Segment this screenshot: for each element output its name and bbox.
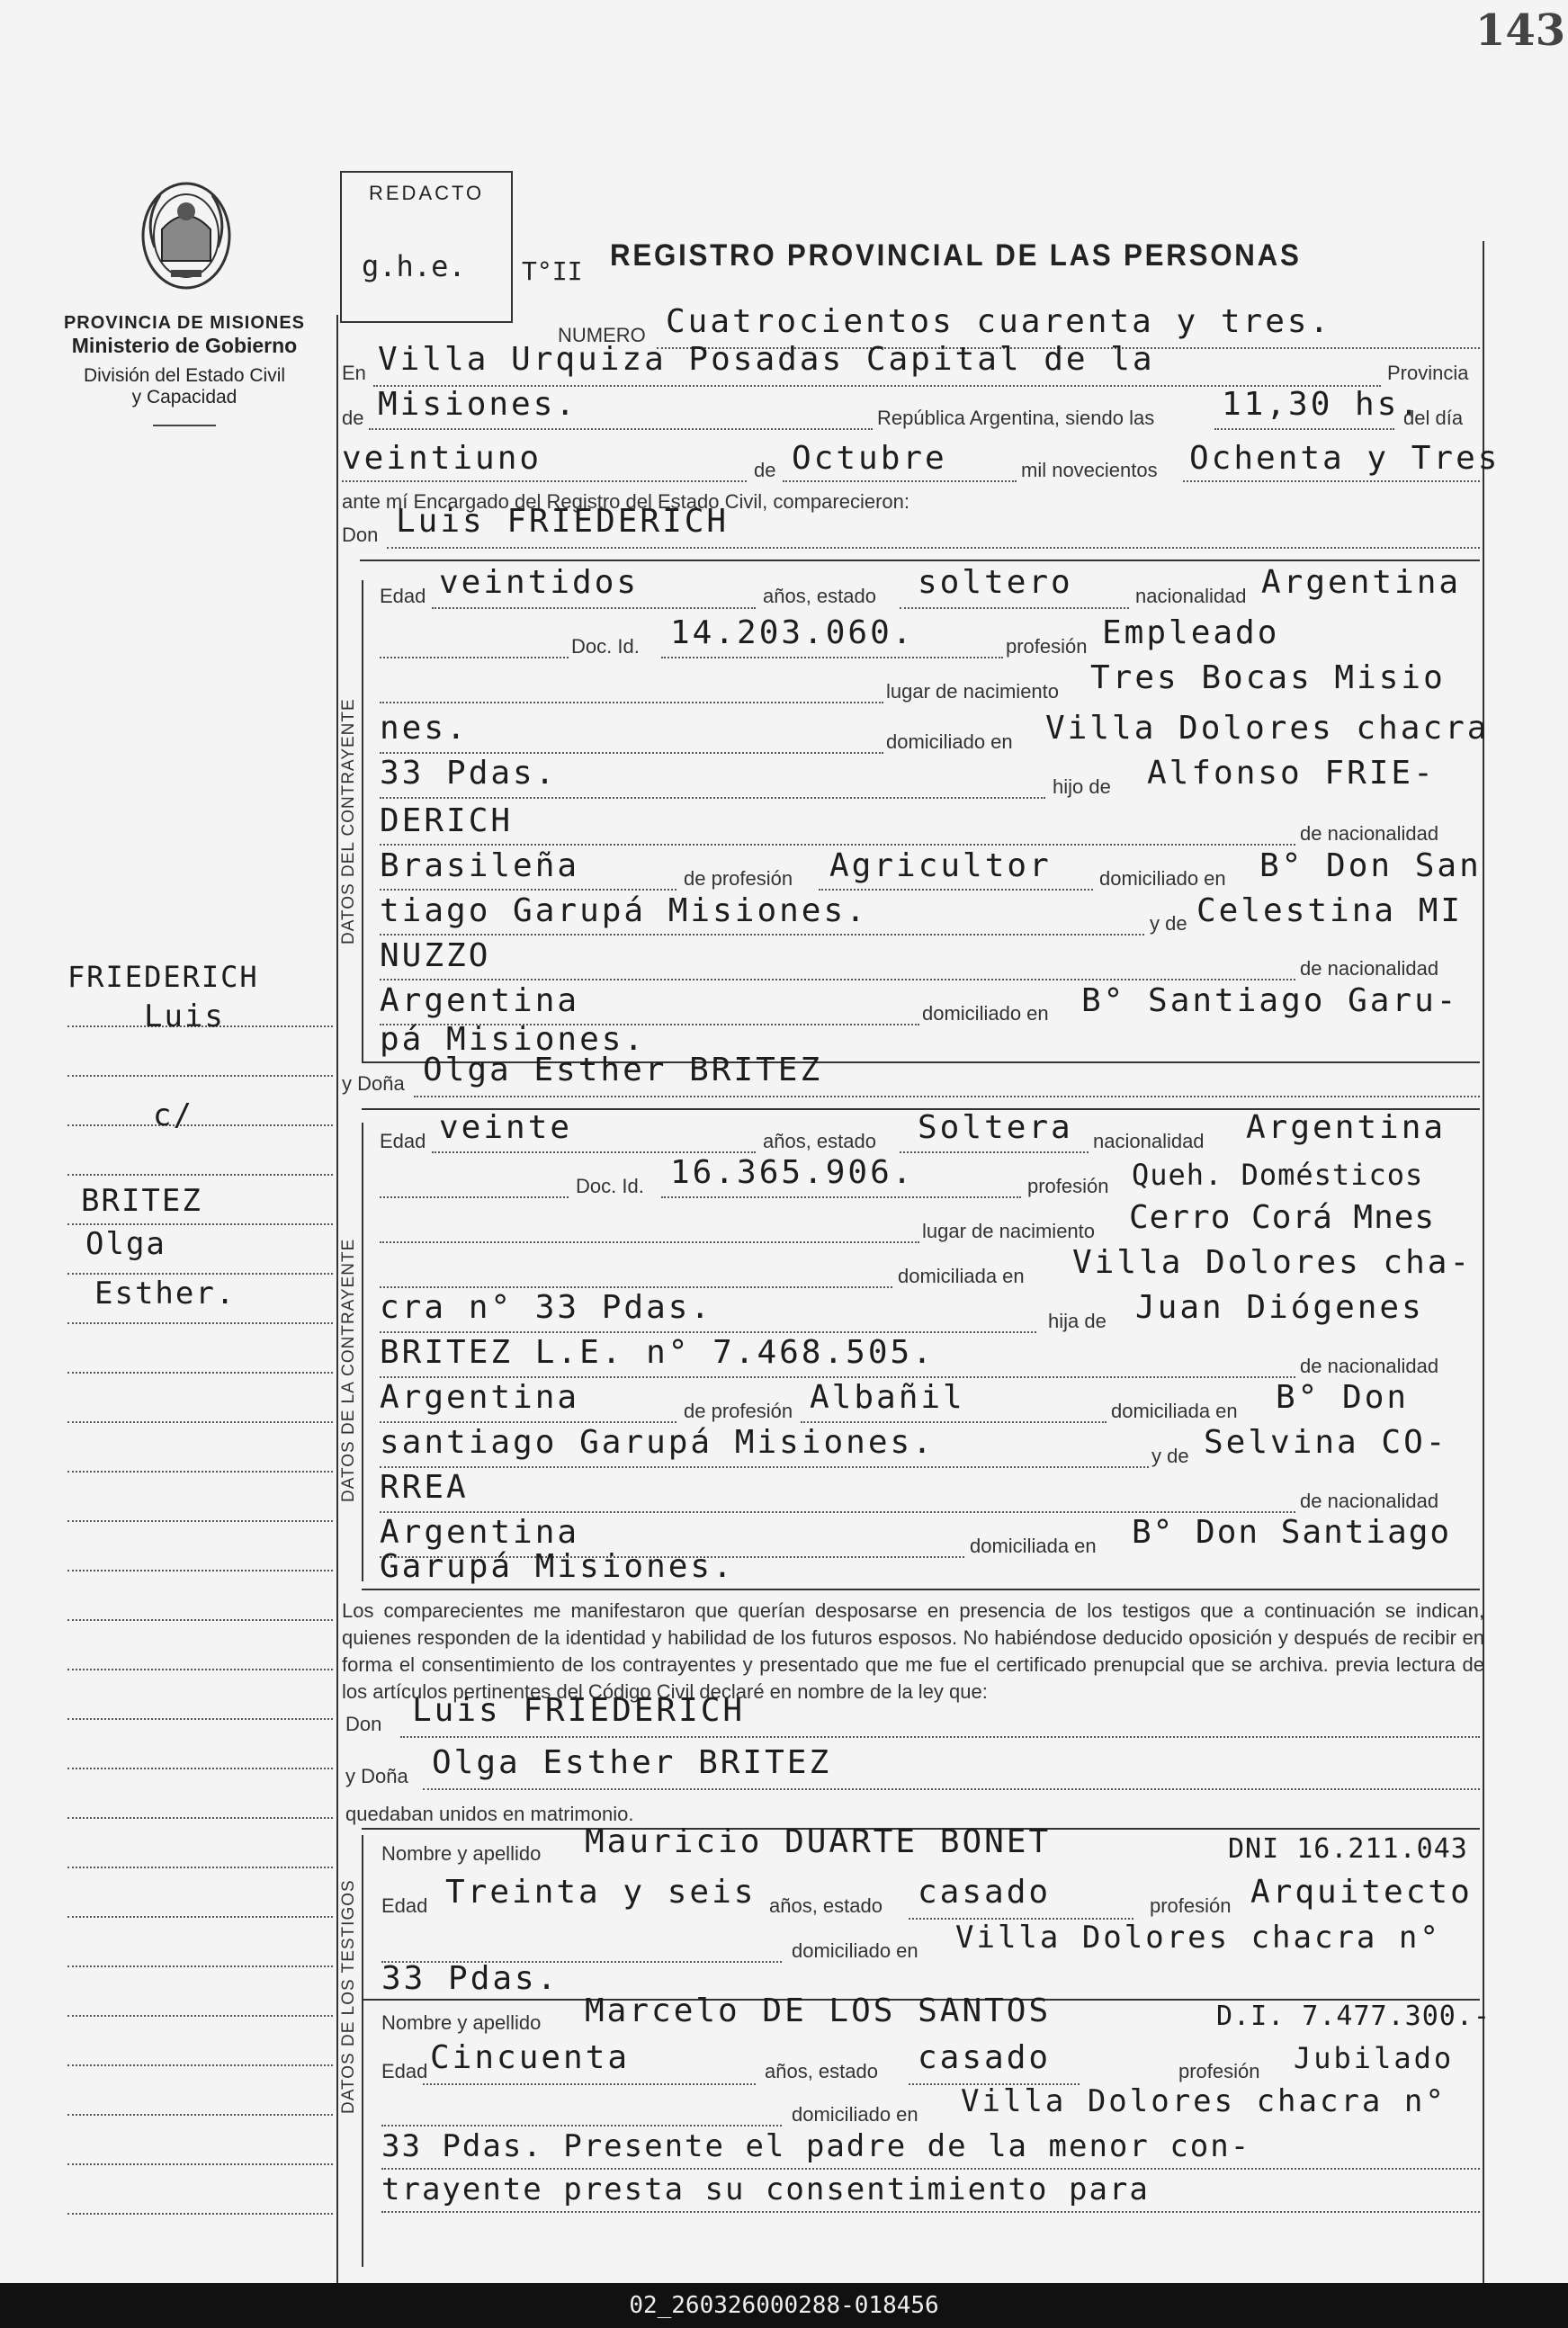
t1-estado-value: casado bbox=[918, 1874, 1052, 1911]
f-estado-value: Soltera bbox=[918, 1109, 1073, 1146]
f-dom-value-2: cra n° 33 Pdas. bbox=[380, 1289, 713, 1326]
f-denac2-label: de nacionalidad bbox=[1300, 1490, 1439, 1512]
c-edad-label: Edad bbox=[380, 585, 426, 607]
c-padre-nac: Brasileña bbox=[380, 847, 580, 884]
f-prof-label: profesión bbox=[1027, 1175, 1109, 1197]
issuer-capacity: y Capacidad bbox=[131, 387, 237, 407]
t2-dom-value-3: trayente presta su consentimiento para bbox=[381, 2171, 1150, 2207]
dona-value: Olga Esther BRITEZ bbox=[423, 1052, 823, 1088]
provincia-value: Misiones. bbox=[378, 386, 578, 423]
f-madre-nac: Argentina bbox=[380, 1514, 580, 1551]
f-dom-value-1: Villa Dolores cha- bbox=[1072, 1244, 1473, 1281]
margin-note-surname-2: BRITEZ bbox=[81, 1183, 202, 1219]
ante-label: ante mí Encargado del Registro del Estado Civil, comparecieron: bbox=[342, 490, 909, 513]
numero-label: NUMERO bbox=[558, 324, 646, 346]
t1-prof-label: profesión bbox=[1150, 1894, 1232, 1917]
c-denac-label: de nacionalidad bbox=[1300, 822, 1439, 845]
c-padre-dom-2: tiago Garupá Misiones. bbox=[380, 892, 868, 929]
f-padre-1: Juan Diógenes bbox=[1135, 1289, 1424, 1326]
t1-dom-value-2: 33 Pdas. bbox=[381, 1960, 560, 1997]
c-lugar-label: lugar de nacimiento bbox=[886, 680, 1060, 703]
union-dona-value: Olga Esther BRITEZ bbox=[432, 1744, 832, 1781]
c-dom-value-1: Villa Dolores chacra bbox=[1045, 710, 1490, 747]
c-domen-label: domiciliado en bbox=[1099, 867, 1226, 890]
c-deprof-label: de profesión bbox=[684, 867, 793, 890]
f-domen2-label: domiciliada en bbox=[970, 1535, 1097, 1557]
margin-note-name-3: Esther. bbox=[94, 1276, 237, 1312]
f-dom-label: domiciliada en bbox=[898, 1265, 1025, 1287]
c-prof-label: profesión bbox=[1006, 635, 1088, 658]
de2-label: de bbox=[754, 459, 776, 481]
union-don-value: Luis FRIEDERICH bbox=[412, 1692, 746, 1729]
declaration-text: Los comparecientes me manifestaron que querían desposarse en presencia de los testigos que a continuación se indican, quienes responden de la identidad y habilidad de los futuros esposos. No habiéndose deducido oposición y después de recibir en forma el consentimiento de los contrayentes y presentado que me fue el certificado prenupcial que se archiva. previa lectura de los artículos pertinentes del Código Civil declaré en nombre de la ley que: bbox=[342, 1599, 1484, 1703]
c-prof-value: Empleado bbox=[1102, 614, 1280, 651]
c-lugar-value-1: Tres Bocas Misio bbox=[1090, 659, 1446, 696]
c-madre-nac: Argentina bbox=[380, 982, 580, 1019]
f-edad-value: veinte bbox=[439, 1109, 573, 1146]
c-padre-1: Alfonso FRIE- bbox=[1147, 755, 1436, 792]
f-edad-label: Edad bbox=[380, 1130, 426, 1152]
t2-prof-value: Jubilado bbox=[1294, 2041, 1455, 2075]
margin-note-con: c/ bbox=[153, 1097, 193, 1133]
don-value: Luis FRIEDERICH bbox=[396, 503, 730, 540]
f-denac-label: de nacionalidad bbox=[1300, 1355, 1439, 1377]
f-lugar-label: lugar de nacimiento bbox=[922, 1220, 1096, 1242]
c-madre-1: Celestina MI bbox=[1196, 892, 1464, 929]
c-doc-value: 14.203.060. bbox=[670, 614, 915, 651]
contrayenta-side-label: DATOS DE LA CONTRAYENTE bbox=[339, 1238, 358, 1502]
redacto-value: g.h.e. bbox=[362, 249, 466, 283]
dia-value: veintiuno bbox=[342, 440, 542, 477]
f-padre-prof: Albañil bbox=[810, 1379, 965, 1416]
t2-dom-label: domiciliado en bbox=[792, 2103, 918, 2126]
union-dona-label: y Doña bbox=[345, 1765, 408, 1787]
f-padre-dom-2: santiago Garupá Misiones. bbox=[380, 1424, 935, 1461]
contrayente-side-label: DATOS DEL CONTRAYENTE bbox=[339, 698, 358, 945]
c-madre-dom-2: pá Misiones. bbox=[380, 1021, 647, 1058]
f-madre-dom-1: B° Don Santiago bbox=[1132, 1514, 1452, 1551]
margin-note-name-1: Luis bbox=[144, 998, 225, 1034]
t2-prof-label: profesión bbox=[1178, 2060, 1260, 2082]
f-padre-2: BRITEZ L.E. n° 7.468.505. bbox=[380, 1334, 935, 1371]
testigos-side-label: DATOS DE LOS TESTIGOS bbox=[339, 1879, 358, 2114]
f-padre-nac: Argentina bbox=[380, 1379, 580, 1416]
f-madre-2: RREA bbox=[380, 1469, 469, 1506]
f-madre-dom-2: Garupá Misiones. bbox=[380, 1548, 735, 1585]
f-domen-label: domiciliada en bbox=[1111, 1400, 1238, 1422]
t1-doc-value: DNI 16.211.043 bbox=[1228, 1833, 1468, 1865]
f-lugar-value: Cerro Corá Mnes bbox=[1129, 1199, 1436, 1236]
t2-edad-label: Edad bbox=[381, 2060, 428, 2082]
t2-edad-value: Cincuenta bbox=[430, 2039, 631, 2076]
c-dom-value-2: 33 Pdas. bbox=[380, 755, 558, 792]
c-denac2-label: de nacionalidad bbox=[1300, 957, 1439, 980]
f-prof-value: Queh. Domésticos bbox=[1132, 1158, 1424, 1192]
c-hijo-label: hijo de bbox=[1053, 775, 1111, 798]
f-deprof-label: de profesión bbox=[684, 1400, 793, 1422]
c-madre-dom-1: B° Santiago Garu- bbox=[1081, 982, 1459, 1019]
t2-estado-value: casado bbox=[918, 2039, 1052, 2076]
de-label: de bbox=[342, 407, 364, 429]
issuer-division: División del Estado Civil bbox=[83, 365, 286, 386]
redacto-box bbox=[340, 171, 513, 323]
c-padre-2: DERICH bbox=[380, 802, 514, 839]
margin-note-surname-1: FRIEDERICH bbox=[67, 960, 259, 994]
f-madre-1: Selvina CO- bbox=[1204, 1424, 1448, 1461]
c-padre-dom-1: B° Don San bbox=[1259, 847, 1482, 884]
t2-doc-value: D.I. 7.477.300.- bbox=[1216, 2001, 1491, 2032]
c-nac-label: nacionalidad bbox=[1135, 585, 1247, 607]
c-estado-value: soltero bbox=[918, 564, 1073, 601]
t2-name-label: Nombre y apellido bbox=[381, 2011, 542, 2034]
c-dom-label: domiciliado en bbox=[886, 730, 1013, 753]
f-anos-label: años, estado bbox=[763, 1130, 876, 1152]
issuer-block bbox=[36, 313, 333, 426]
numero-value: Cuatrocientos cuarenta y tres. bbox=[666, 303, 1332, 340]
f-doc-label: Doc. Id. bbox=[576, 1175, 644, 1197]
f-nac-label: nacionalidad bbox=[1093, 1130, 1205, 1152]
page-title: REGISTRO PROVINCIAL DE LAS PERSONAS bbox=[610, 238, 1302, 273]
mes-value: Octubre bbox=[792, 440, 947, 477]
t1-edad-label: Edad bbox=[381, 1894, 428, 1917]
republica-label: República Argentina, siendo las bbox=[877, 407, 1155, 429]
f-doc-value: 16.365.906. bbox=[670, 1154, 915, 1191]
c-nac-value: Argentina bbox=[1261, 564, 1462, 601]
en-label: En bbox=[342, 362, 366, 384]
c-lugar-value-2: nes. bbox=[380, 710, 469, 747]
don-label: Don bbox=[342, 524, 379, 546]
issuer-province: PROVINCIA DE MISIONES bbox=[63, 313, 306, 333]
t1-edad-value: Treinta y seis bbox=[445, 1874, 757, 1911]
lugar-value: Villa Urquiza Posadas Capital de la bbox=[378, 341, 1155, 378]
c-doc-label: Doc. Id. bbox=[571, 635, 640, 658]
c-domen2-label: domiciliado en bbox=[922, 1002, 1049, 1025]
footer-id-bar: 02_260326000288-018456 bbox=[0, 2283, 1568, 2328]
c-yde-label: y de bbox=[1150, 912, 1187, 935]
f-padre-dom-1: B° Don bbox=[1276, 1379, 1410, 1416]
c-madre-2: NUZZO bbox=[380, 937, 491, 974]
t2-anos-label: años, estado bbox=[765, 2060, 878, 2082]
hora-value: 11,30 hs. bbox=[1222, 386, 1422, 423]
t1-anos-label: años, estado bbox=[769, 1894, 883, 1917]
f-nac-value: Argentina bbox=[1246, 1109, 1447, 1146]
issuer-ministry: Ministerio de Gobierno bbox=[71, 334, 298, 357]
redacto-label: REDACTO bbox=[369, 182, 485, 204]
margin-note-name-2: Olga bbox=[85, 1226, 166, 1262]
t1-dom-label: domiciliado en bbox=[792, 1939, 918, 1962]
mil-label: mil novecientos bbox=[1021, 459, 1158, 481]
dona-label: y Doña bbox=[342, 1072, 405, 1095]
t2-dom-value-1: Villa Dolores chacra n° bbox=[961, 2083, 1447, 2119]
t1-name-label: Nombre y apellido bbox=[381, 1842, 542, 1865]
c-anos-label: años, estado bbox=[763, 585, 876, 607]
c-edad-value: veintidos bbox=[439, 564, 640, 601]
f-hija-label: hija de bbox=[1048, 1310, 1107, 1332]
t1-dom-value-1: Villa Dolores chacra n° bbox=[955, 1920, 1441, 1956]
provincia-label: Provincia bbox=[1387, 362, 1469, 384]
f-yde-label: y de bbox=[1151, 1445, 1189, 1467]
t2-name-value: Marcelo DE LOS SANTOS bbox=[585, 1992, 1052, 2029]
union-closing: quedaban unidos en matrimonio. bbox=[345, 1803, 634, 1825]
anio-value: Ochenta y Tres bbox=[1189, 440, 1501, 477]
union-don-label: Don bbox=[345, 1713, 382, 1735]
t1-prof-value: Arquitecto bbox=[1250, 1874, 1473, 1911]
t2-dom-value-2: 33 Pdas. Presente el padre de la menor con- bbox=[381, 2128, 1251, 2164]
folio-number: 143 bbox=[1475, 5, 1566, 56]
c-padre-prof: Agricultor bbox=[829, 847, 1052, 884]
seal-emblem-icon bbox=[135, 175, 238, 297]
dia-label: del día bbox=[1403, 407, 1464, 429]
tomo-mark: T°II bbox=[522, 256, 583, 286]
t1-name-value: Mauricio DUARTE BONET bbox=[585, 1823, 1052, 1860]
